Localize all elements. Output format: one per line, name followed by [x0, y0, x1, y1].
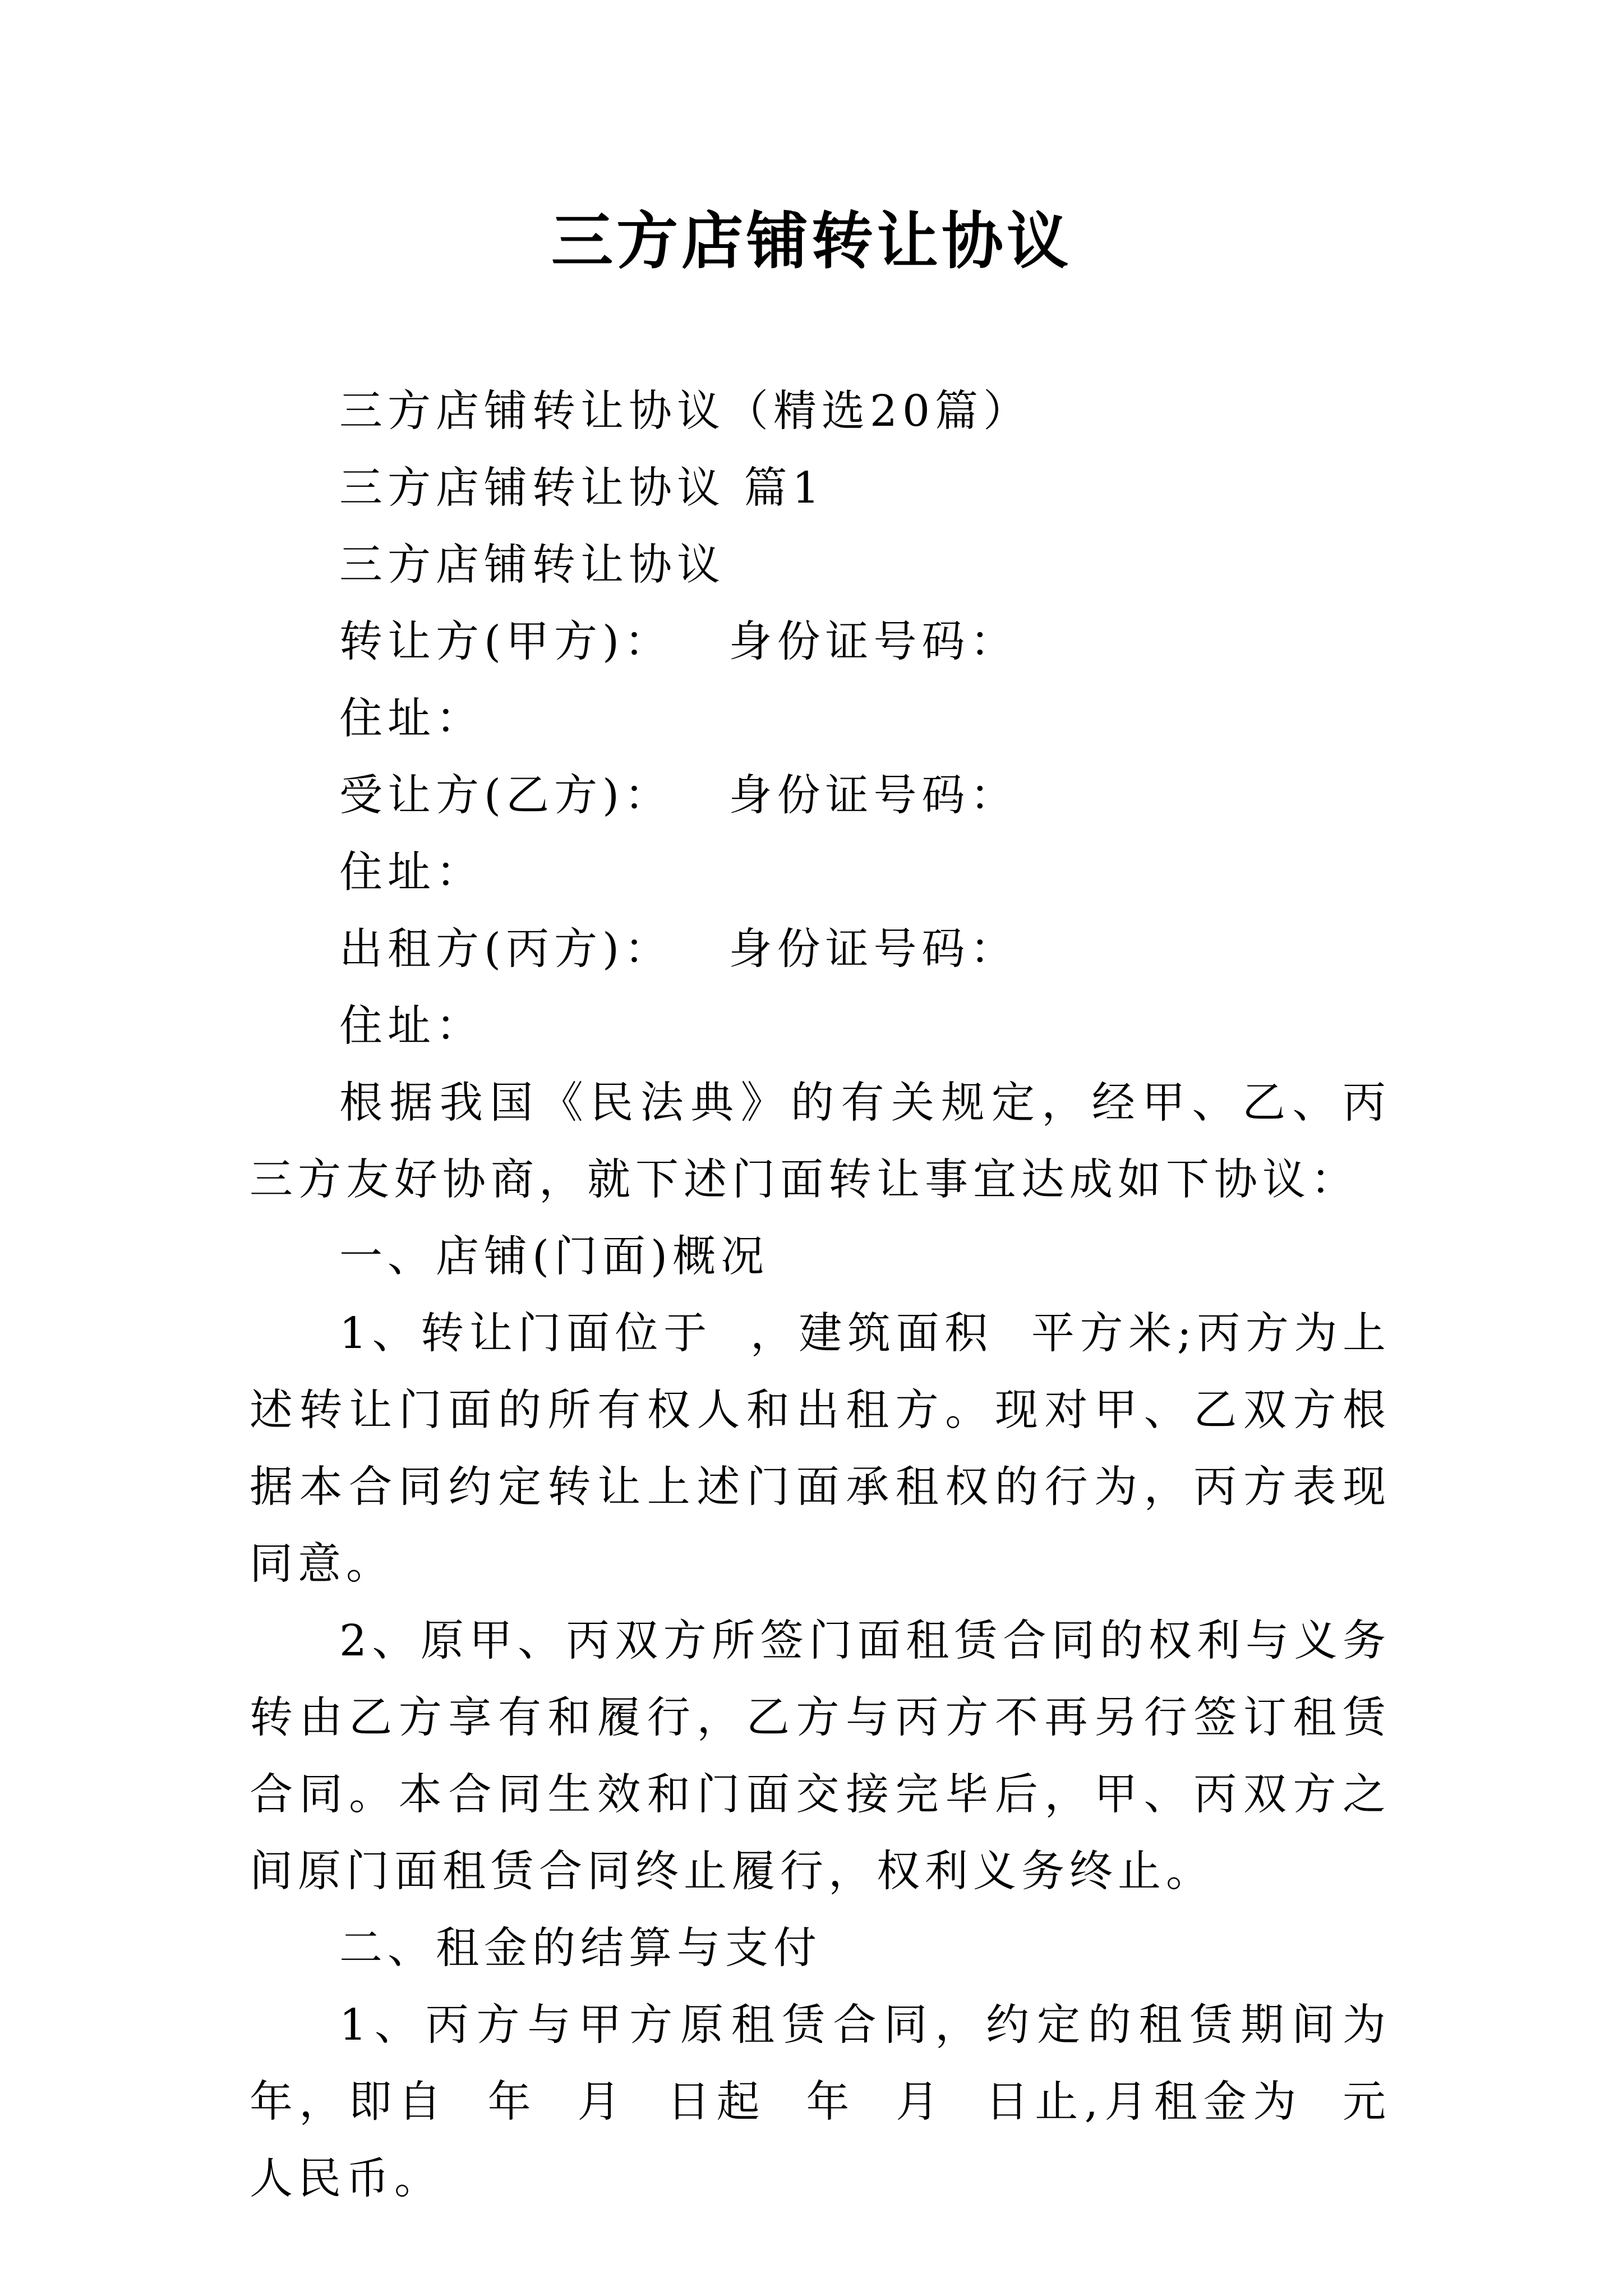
paragraph-transferee: 受让方(乙方)： 身份证号码：: [339, 771, 1018, 821]
paragraph-transferor-address: 住址：: [339, 694, 484, 744]
document-title: 三方店铺转让协议: [551, 205, 1072, 277]
paragraph-clause-1-1: 1、转让门面位于 ，建筑面积 平方米;丙方为上述转让门面的所有权人和出租方。现对甲、乙双方根据本合同约定转让上述门面承租权的行为，丙方表现同意。: [250, 1309, 1391, 1589]
paragraph-heading-rent: 二、租金的结算与支付: [339, 1924, 822, 1973]
document-body: [250, 373, 1428, 2217]
paragraph-preamble: 根据我国《民法典》的有关规定，经甲、乙、丙三方友好协商，就下述门面转让事宜达成如下协议：: [250, 1078, 1391, 1205]
paragraph-transferee-address: 住址：: [339, 848, 484, 898]
paragraph-transferor: 转让方(甲方)： 身份证号码：: [339, 617, 1018, 667]
paragraph-lessor: 出租方(丙方)： 身份证号码：: [339, 924, 1018, 974]
paragraph-clause-2-1: 1、丙方与甲方原租赁合同，约定的租赁期间为 年，即自 年 月 日起 年 月 日止,月租金为 元人民币。: [250, 2000, 1428, 2204]
paragraph-lessor-address: 住址：: [339, 1001, 484, 1051]
paragraph-clause-1-2: 2、原甲、丙双方所签门面租赁合同的权利与义务转由乙方享有和履行，乙方与丙方不再另行签订租赁合同。本合同生效和门面交接完毕后，甲、丙双方之间原门面租赁合同终止履行，权利义务终止。: [250, 1616, 1391, 1897]
paragraph-heading-overview: 一、店铺(门面)概况: [339, 1232, 769, 1282]
paragraph-agreement-name: 三方店铺转让协议: [339, 540, 725, 590]
paragraph-section-heading: 三方店铺转让协议 篇1: [339, 463, 825, 513]
paragraph-subtitle: 三方店铺转让协议（精选20篇）: [339, 386, 1031, 436]
